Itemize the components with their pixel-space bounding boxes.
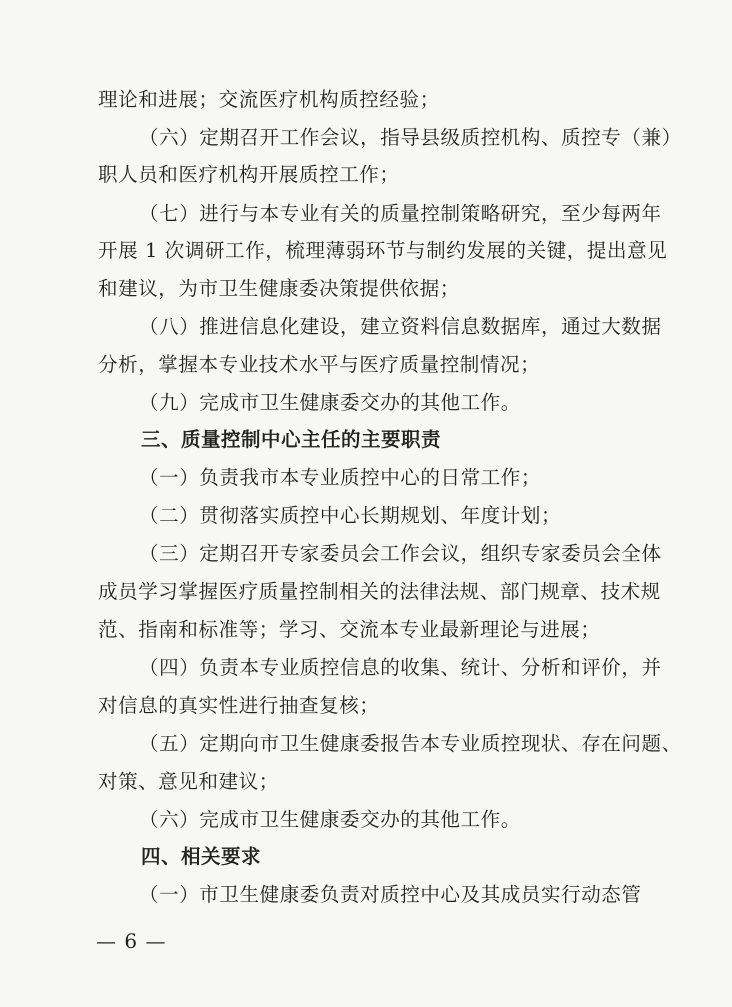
paragraph-line: （五）定期向市卫生健康委报告本专业质控现状、存在问题、: [139, 732, 682, 755]
paragraph-line: 分析，掌握本专业技术水平与医疗质量控制情况；: [98, 353, 541, 376]
page-number: — 6 —: [96, 929, 167, 953]
section-heading: 三、质量控制中心主任的主要职责: [141, 428, 442, 451]
paragraph-line: 范、指南和标准等；学习、交流本专业最新理论与进展；: [98, 618, 601, 641]
paragraph-line: 对信息的真实性进行抽查复核；: [98, 694, 380, 717]
paragraph-line: 开展 1 次调研工作，梳理薄弱环节与制约发展的关键，提出意见: [98, 239, 668, 262]
paragraph-line: （六）完成市卫生健康委交办的其他工作。: [139, 808, 521, 831]
paragraph-line: 和建议，为市卫生健康委决策提供依据；: [98, 277, 460, 300]
paragraph-line: （六）定期召开工作会议，指导县级质控机构、质控专（兼）: [139, 126, 682, 149]
paragraph-line: 理论和进展；交流医疗机构质控经验；: [98, 88, 440, 111]
paragraph-line: （九）完成市卫生健康委交办的其他工作。: [139, 391, 521, 414]
paragraph-line: （四）负责本专业质控信息的收集、统计、分析和评价，并: [139, 656, 662, 679]
paragraph-line: （三）定期召开专家委员会工作会议，组织专家委员会全体: [139, 542, 662, 565]
paragraph-line: （七）进行与本专业有关的质量控制策略研究，至少每两年: [139, 202, 662, 225]
paragraph-line: 对策、意见和建议；: [98, 770, 279, 793]
paragraph-line: （一）负责我市本专业质控中心的日常工作；: [139, 466, 542, 489]
paragraph-line: （二）贯彻落实质控中心长期规划、年度计划；: [139, 504, 562, 527]
paragraph-line: 成员学习掌握医疗质量控制相关的法律法规、部门规章、技术规: [98, 580, 661, 603]
paragraph-line: （一）市卫生健康委负责对质控中心及其成员实行动态管: [139, 883, 642, 906]
paragraph-line: （八）推进信息化建设，建立资料信息数据库，通过大数据: [139, 315, 662, 338]
section-heading: 四、相关要求: [141, 845, 262, 868]
paragraph-line: 职人员和医疗机构开展质控工作；: [98, 163, 400, 186]
